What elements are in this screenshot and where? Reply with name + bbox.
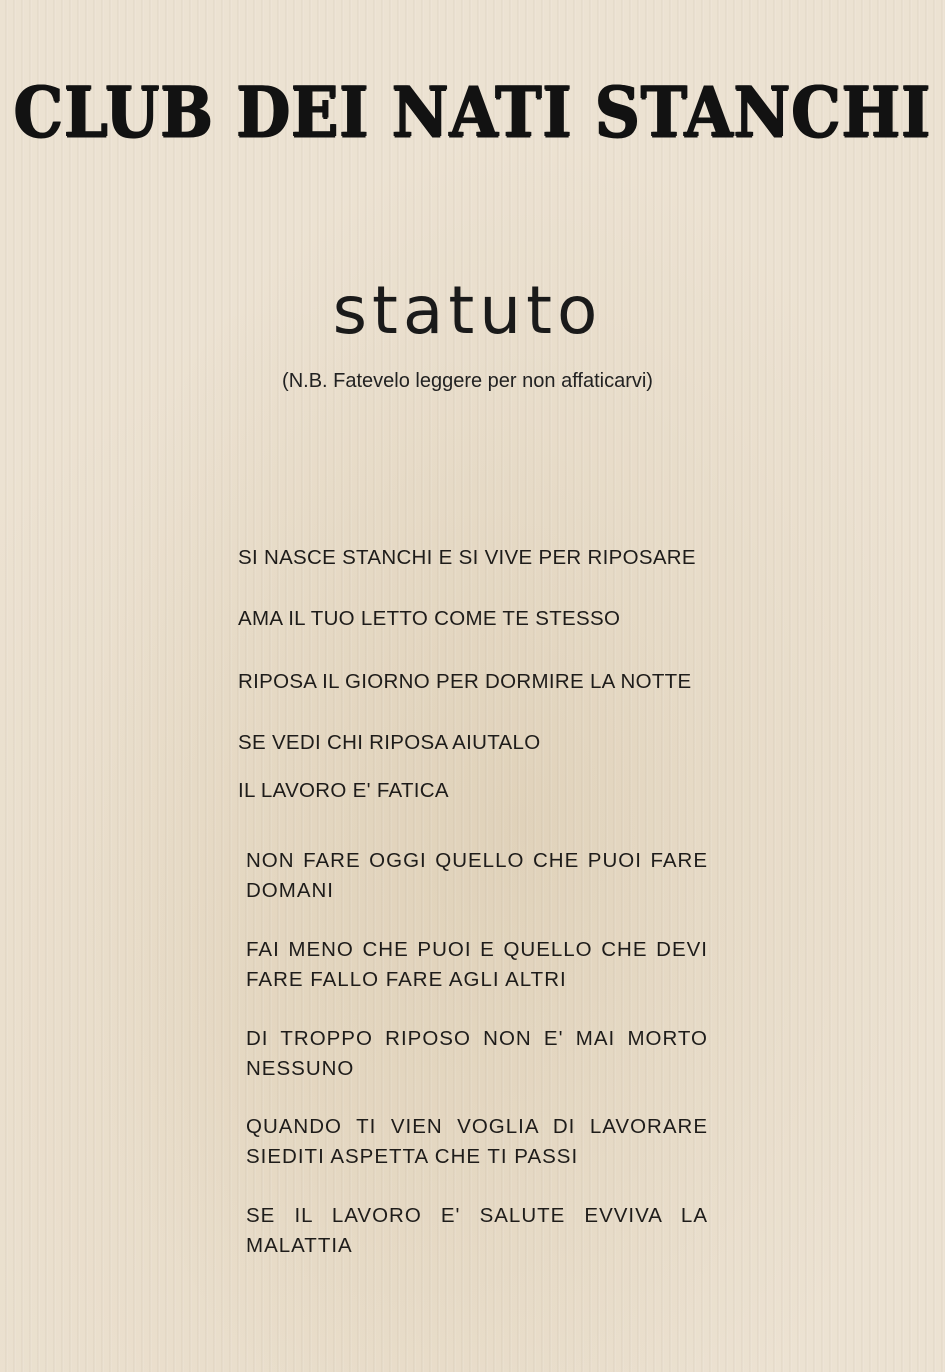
rule-9: QUANDO TI VIEN VOGLIA DI LAVORARE SIEDITI ASPETTA CHE TI PASSI: [246, 1115, 708, 1168]
club-title: CLUB DEI NATI STANCHI: [13, 71, 932, 154]
rule-5: IL LAVORO E' FATICA: [238, 779, 449, 802]
rule-1: SI NASCE STANCHI E SI VIVE PER RIPOSARE: [238, 546, 696, 569]
rule-7: FAI MENO CHE PUOI E QUELLO CHE DEVI FARE FALLO FARE AGLI ALTRI: [246, 938, 708, 991]
rule-3: RIPOSA IL GIORNO PER DORMIRE LA NOTTE: [238, 670, 692, 693]
rule-6: NON FARE OGGI QUELLO CHE PUOI FARE DOMANI: [246, 849, 708, 902]
rule-2: AMA IL TUO LETTO COME TE STESSO: [238, 607, 621, 630]
note-text: (N.B. Fatevelo leggere per non affaticarvi): [282, 370, 653, 392]
rule-8: DI TROPPO RIPOSO NON E' MAI MORTO NESSUNO: [246, 1027, 708, 1080]
rule-4: SE VEDI CHI RIPOSA AIUTALO: [238, 731, 541, 754]
statuto-heading: statuto: [332, 272, 603, 349]
rule-10: SE IL LAVORO E' SALUTE EVVIVA LA MALATTIA: [246, 1204, 708, 1257]
